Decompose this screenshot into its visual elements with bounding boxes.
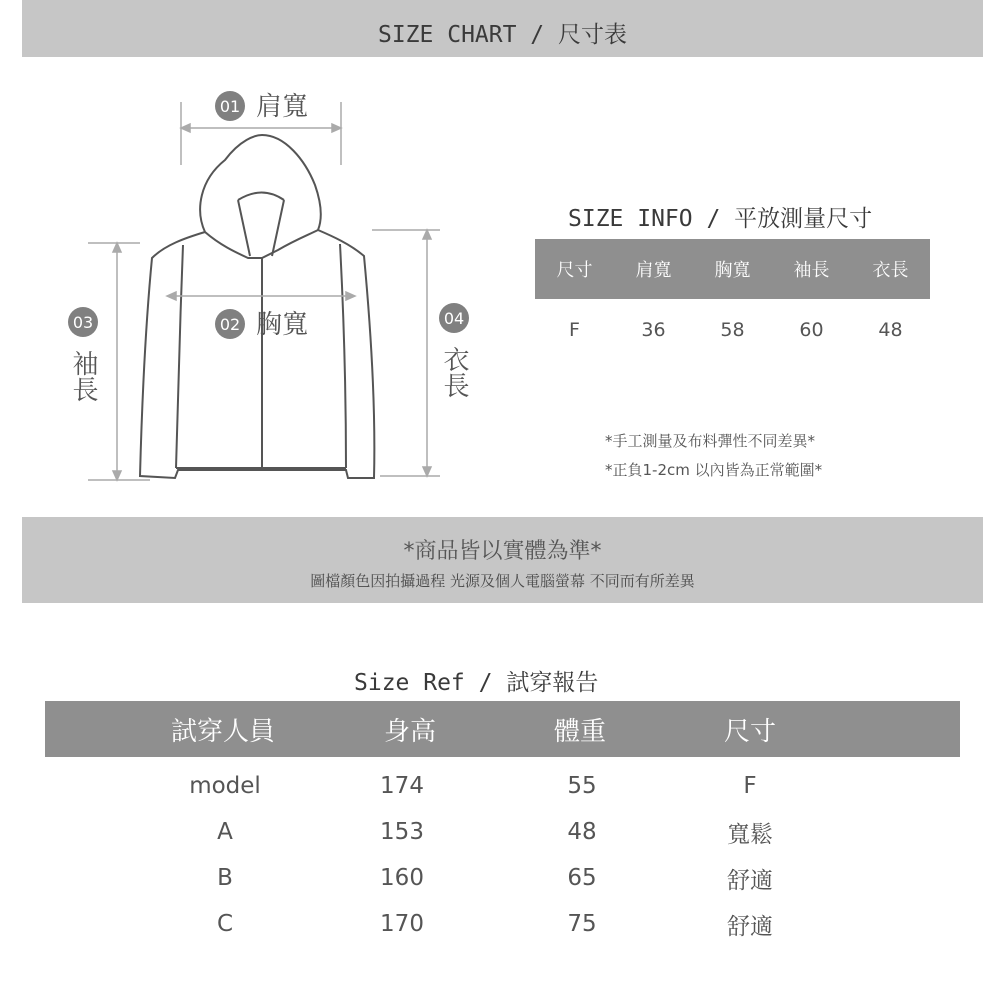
label-chest: 胸寬 — [256, 310, 309, 340]
cell: 36 — [641, 319, 666, 341]
cell: 舒適 — [727, 867, 773, 894]
badge-01-num: 01 — [219, 97, 241, 116]
measurement-notes — [605, 427, 822, 485]
cell: A — [217, 819, 233, 845]
size-info-title: SIZE INFO / 平放測量尺寸 — [568, 206, 873, 232]
cell: 174 — [380, 773, 424, 799]
cell: 60 — [799, 319, 824, 341]
cell: F — [743, 773, 757, 799]
label-length: 衣長 — [439, 346, 469, 398]
cell: 48 — [567, 819, 597, 845]
table-row — [45, 855, 960, 901]
cell: 153 — [380, 819, 424, 845]
cell: 160 — [380, 865, 424, 891]
col-tester: 試穿人員 — [170, 716, 275, 747]
note-line: *手工測量及布料彈性不同差異* — [605, 432, 816, 450]
size-ref-header — [45, 701, 960, 757]
table-row — [535, 319, 930, 341]
title-bar — [22, 0, 983, 57]
label-sleeve: 袖長 — [68, 350, 98, 402]
table-row — [45, 763, 960, 809]
col-shoulder: 肩寬 — [635, 260, 672, 281]
badge-02-num: 02 — [219, 315, 241, 334]
cell: 58 — [720, 319, 745, 341]
page-title: SIZE CHART / 尺寸表 — [377, 22, 627, 48]
table-row — [45, 809, 960, 855]
col-size: 尺寸 — [556, 260, 593, 281]
notice-sub: 圖檔顏色因拍攝過程 光源及個人電腦螢幕 不同而有所差異 — [310, 572, 695, 590]
cell: B — [217, 865, 233, 891]
label-04 — [439, 303, 469, 398]
size-ref-title: Size Ref / 試穿報告 — [354, 670, 599, 696]
cell: 75 — [567, 911, 597, 937]
note-line: *正負1-2cm 以內皆為正常範圍* — [605, 461, 823, 479]
cell: 48 — [878, 319, 903, 341]
cell: 舒適 — [727, 913, 773, 940]
badge-03-num: 03 — [72, 313, 94, 332]
table-row — [45, 901, 960, 947]
label-01 — [215, 91, 308, 122]
size-ref-table — [45, 701, 960, 947]
cell: C — [216, 911, 234, 937]
cell: 寬鬆 — [727, 821, 773, 848]
badge-04-num: 04 — [443, 309, 465, 328]
cell: 55 — [567, 773, 597, 799]
col-weight: 體重 — [553, 716, 606, 747]
col-chest: 胸寬 — [714, 260, 751, 281]
size-info-header — [535, 239, 930, 299]
cell: 170 — [380, 911, 424, 937]
cell: model — [189, 773, 261, 799]
label-shoulder: 肩寬 — [256, 92, 309, 122]
col-sleeve: 袖長 — [793, 260, 830, 281]
cell: F — [569, 319, 580, 341]
size-info-table — [535, 239, 930, 341]
notice-main: *商品皆以實體為準* — [403, 539, 602, 564]
label-03 — [68, 307, 98, 402]
col-height: 身高 — [383, 716, 436, 747]
notice-bar — [22, 517, 983, 603]
jacket-diagram — [0, 60, 520, 500]
col-size: 尺寸 — [723, 716, 776, 747]
col-length: 衣長 — [872, 260, 909, 281]
jacket-outline — [140, 135, 374, 478]
label-02 — [215, 309, 308, 340]
cell: 65 — [567, 865, 597, 891]
